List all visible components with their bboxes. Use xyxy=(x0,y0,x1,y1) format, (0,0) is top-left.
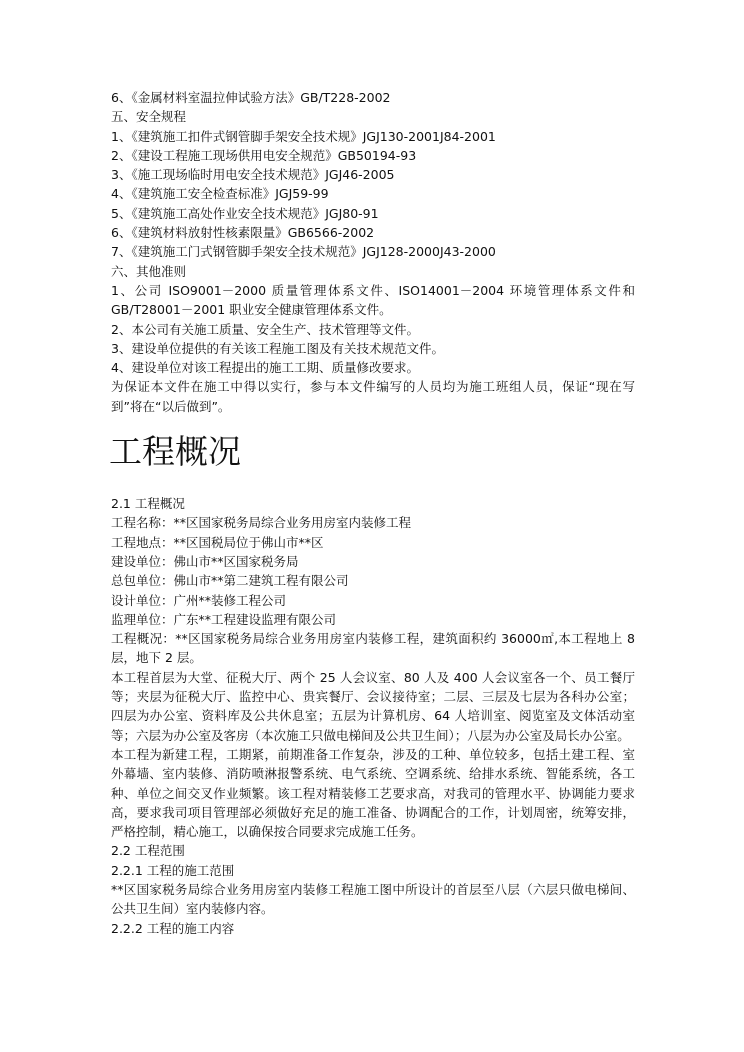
rule-item-2: 2、本公司有关施工质量、安全生产、技术管理等文件。 xyxy=(111,321,419,337)
list-item: 3、《施工现场临时用电安全技术规范》JGJ46-2005 xyxy=(111,167,395,183)
rule-item-3: 3、建设单位提供的有关该工程施工图及有关技术规范文件。 xyxy=(111,340,444,356)
requirements-paragraph: 本工程为新建工程，工期紧，前期准备工作复杂，涉及的工种、单位较多，包括土建工程、室外幕墙、室内装修、消防喷淋报警系统、电气系统、空调系统、给排水系统、智能系统，各工种、单位之间交叉作业频繁。该工程对精装修工艺要求高，对我司的管理水平、协调能力要求高，要求我司项目管理部必须做好充足的施工准备、协调配合的工作，计划周密，统筹安排，严格控制，精心施工，以确保按合同要求完成施工任务。 xyxy=(111,746,635,840)
section-label-safety: 五、安全规程 xyxy=(111,109,187,125)
info-line-owner: 建设单位：佛山市**区国家税务局 xyxy=(111,553,299,569)
subsection-title: 2.1 工程概况 xyxy=(111,496,185,512)
floor-description: 本工程首层为大堂、征税大厅、两个 25 人会议室、80 人及 400 人会议室各一个、员工餐厅等；夹层为征税大厅、监控中心、贵宾餐厅、会议接待室；二层、三层及七层为各科办公室；四层为办公室、资料库及公共休息室；五层为计算机房、64 人培训室、阅览室及文体活动室等；六层为办公室及客房（本次施工只做电梯间及公共卫生间）；八层为办公室及局长办公室。 xyxy=(111,669,635,743)
other-rules xyxy=(111,281,639,416)
rule-item-1: 1、公司 ISO9001－2000 质量管理体系文件、ISO14001－2004 环境管理体系文件和 GB/T28001－2001 职业安全健康管理体系文件。 xyxy=(111,282,635,318)
overview-info xyxy=(111,494,639,841)
info-line-location: 工程地点：**区国税局位于佛山市**区 xyxy=(111,534,324,550)
list-item: 2、《建设工程施工现场供用电安全规范》GB50194-93 xyxy=(111,147,417,163)
section-heading: 工程概况 xyxy=(109,432,241,472)
scope-text: **区国家税务局综合业务用房室内装修工程施工图中所设计的首层至八层（六层只做电梯间、公共卫生间）室内装修内容。 xyxy=(111,881,635,917)
list-item: 6、《建筑材料放射性核素限量》GB6566-2002 xyxy=(111,225,375,241)
info-line-supervisor: 监理单位：广东**工程建设监理有限公司 xyxy=(111,611,337,627)
overview-summary: 工程概况：**区国家税务局综合业务用房室内装修工程，建筑面积约 36000㎡,本工程地上 8 层，地下 2 层。 xyxy=(111,631,635,666)
standards-list xyxy=(111,88,639,281)
list-item: 6、《金属材料室温拉伸试验方法》GB/T228-2002 xyxy=(111,90,391,105)
closing-statement: 为保证本文件在施工中得以实行，参与本文件编写的人员均为施工班组人员，保证“现在写到”将在“以后做到”。 xyxy=(111,379,635,414)
subsection-title: 2.2 工程范围 xyxy=(111,843,185,859)
info-line-designer: 设计单位：广州**装修工程公司 xyxy=(111,592,287,608)
rule-item-4: 4、建设单位对该工程提出的施工工期、质量修改要求。 xyxy=(111,360,419,376)
list-item: 1、《建筑施工扣件式钢管脚手架安全技术规》JGJ130-2001J84-2001 xyxy=(111,128,496,144)
subsection-title: 2.2.1 工程的施工范围 xyxy=(111,862,235,878)
list-item: 4、《建筑施工安全检查标准》JGJ59-99 xyxy=(111,186,329,202)
info-line-contractor: 总包单位：佛山市**第二建筑工程有限公司 xyxy=(111,573,349,589)
list-item: 7、《建筑施工门式钢管脚手架安全技术规范》JGJ128-2000J43-2000 xyxy=(111,244,496,260)
info-line-project-name: 工程名称：**区国家税务局综合业务用房室内装修工程 xyxy=(111,515,412,531)
section-label-other: 六、其他准则 xyxy=(111,263,187,279)
document-page xyxy=(111,88,639,938)
list-item: 5、《建筑施工高处作业安全技术规范》JGJ80-91 xyxy=(111,205,379,221)
subsection-title: 2.2.2 工程的施工内容 xyxy=(111,920,235,936)
scope-section xyxy=(111,841,639,937)
